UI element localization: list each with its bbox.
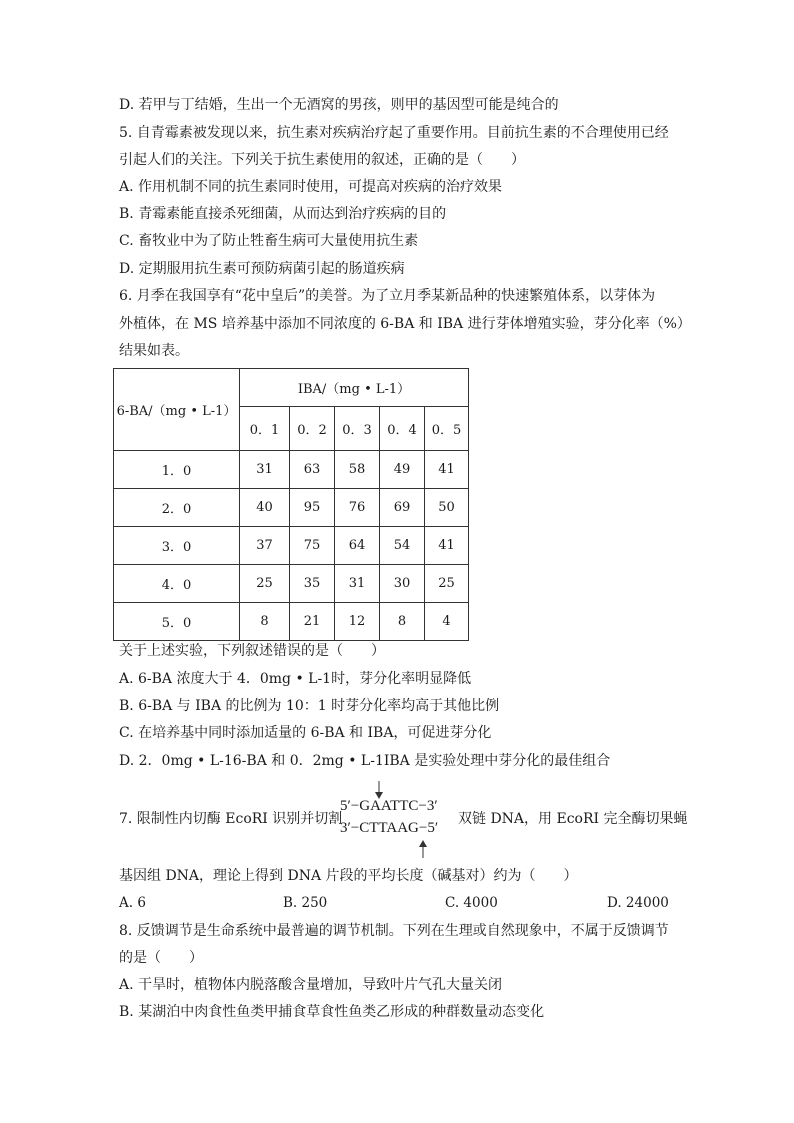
q8-stem-line1: 8. 反馈调节是生命系统中最普遍的调节机制。下列在生理或自然现象中，不属于反馈调节 (119, 923, 669, 939)
col-header-cell: IBA/（mg • L-1） (240, 369, 469, 407)
value-cell: 63 (290, 451, 335, 489)
value-cell: 58 (335, 451, 380, 489)
value-cell: 76 (335, 489, 380, 527)
q6-question: 关于上述实验，下列叙述错误的是（ ） (119, 643, 385, 659)
q5-option-d: D. 定期服用抗生素可预防病菌引起的肠道疾病 (119, 261, 405, 277)
table-row (114, 489, 469, 527)
ecori-sequence (338, 798, 458, 848)
q7-option-a: A. 6 (119, 895, 146, 911)
cut-site-arrow-icon (375, 781, 383, 799)
q6-option-b: B. 6-BA 与 IBA 的比例为 10：1 时芽分化率均高于其他比例 (119, 698, 500, 714)
value-cell: 25 (425, 565, 469, 603)
value-cell: 8 (240, 603, 290, 641)
sequence-bottom-strand: 3′−CTTAAG−5′ (340, 820, 439, 836)
value-cell: 25 (240, 565, 290, 603)
value-cell: 40 (240, 489, 290, 527)
table-row (114, 565, 469, 603)
q5-stem-line1: 5. 自青霉素被发现以来，抗生素对疾病治疗起了重要作用。目前抗生素的不合理使用已经 (119, 125, 669, 141)
value-cell: 30 (380, 565, 425, 603)
ba-cell: 5．0 (114, 603, 240, 641)
sequence-top-strand: 5′−GAATTC−3′ (340, 798, 438, 814)
q8-option-b: B. 某湖泊中肉食性鱼类甲捕食草食性鱼类乙形成的种群数量动态变化 (119, 1004, 545, 1020)
table-row (114, 527, 469, 565)
value-cell: 35 (290, 565, 335, 603)
value-cell: 49 (380, 451, 425, 489)
iba-level-cell: 0．1 (240, 407, 290, 451)
row-header-cell: 6-BA/（mg • L-1） (114, 369, 240, 451)
iba-level-cell: 0．4 (380, 407, 425, 451)
q7-stem-line1b: 双链 DNA，用 EcoRI 完全酶切果蝇 (458, 811, 688, 827)
value-cell: 31 (335, 565, 380, 603)
ba-cell: 4．0 (114, 565, 240, 603)
q5-stem-line2: 引起人们的关注。下列关于抗生素使用的叙述，正确的是（ ） (119, 152, 525, 168)
value-cell: 50 (425, 489, 469, 527)
value-cell: 41 (425, 527, 469, 565)
q8-option-a: A. 干旱时，植物体内脱落酸含量增加，导致叶片气孔大量关闭 (119, 977, 503, 993)
q7-option-c: C. 4000 (445, 895, 498, 911)
value-cell: 21 (290, 603, 335, 641)
q8-stem-line2: 的是（ ） (119, 950, 203, 966)
q5-option-b: B. 青霉素能直接杀死细菌，从而达到治疗疾病的目的 (119, 206, 447, 222)
q6-stem-line2: 外植体，在 MS 培养基中添加不同浓度的 6-BA 和 IBA 进行芽体增殖实验，芽分化率（%） (119, 316, 691, 332)
data-table (113, 368, 469, 641)
value-cell: 8 (380, 603, 425, 641)
ba-cell: 3．0 (114, 527, 240, 565)
ba-cell: 2．0 (114, 489, 240, 527)
iba-level-cell: 0．2 (290, 407, 335, 451)
cut-site-arrow-icon (419, 840, 427, 858)
table-row (114, 603, 469, 641)
value-cell: 31 (240, 451, 290, 489)
value-cell: 41 (425, 451, 469, 489)
value-cell: 64 (335, 527, 380, 565)
q7-option-b: B. 250 (283, 895, 328, 911)
ba-cell: 1．0 (114, 451, 240, 489)
value-cell: 75 (290, 527, 335, 565)
q7-option-d: D. 24000 (607, 895, 669, 911)
value-cell: 95 (290, 489, 335, 527)
value-cell: 12 (335, 603, 380, 641)
q6-stem-line3: 结果如表。 (119, 343, 189, 359)
q6-stem-line1: 6. 月季在我国享有“花中皇后”的美誉。为了立月季某新品种的快速繁殖体系，以芽体为 (119, 288, 656, 304)
q4-option-d: D. 若甲与丁结婚，生出一个无酒窝的男孩，则甲的基因型可能是纯合的 (119, 97, 559, 113)
q6-option-d: D. 2．0mg • L-16-BA 和 0．2mg • L-1IBA 是实验处理中芽分化的最佳组合 (119, 753, 611, 769)
value-cell: 37 (240, 527, 290, 565)
q7-stem-line1a: 7. 限制性内切酶 EcoRI 识别并切割 (119, 811, 343, 827)
q5-option-a: A. 作用机制不同的抗生素同时使用，可提高对疾病的治疗效果 (119, 179, 503, 195)
value-cell: 54 (380, 527, 425, 565)
q6-option-a: A. 6-BA 浓度大于 4．0mg • L-1时，芽分化率明显降低 (119, 671, 472, 687)
table-row (114, 451, 469, 489)
value-cell: 4 (425, 603, 469, 641)
q7-stem-line2: 基因组 DNA，理论上得到 DNA 片段的平均长度（碱基对）约为（ ） (119, 868, 578, 884)
value-cell: 69 (380, 489, 425, 527)
q5-option-c: C. 畜牧业中为了防止牲畜生病可大量使用抗生素 (119, 233, 419, 249)
iba-level-cell: 0．5 (425, 407, 469, 451)
iba-level-cell: 0．3 (335, 407, 380, 451)
q6-option-c: C. 在培养基中同时添加适量的 6-BA 和 IBA，可促进芽分化 (119, 725, 492, 741)
